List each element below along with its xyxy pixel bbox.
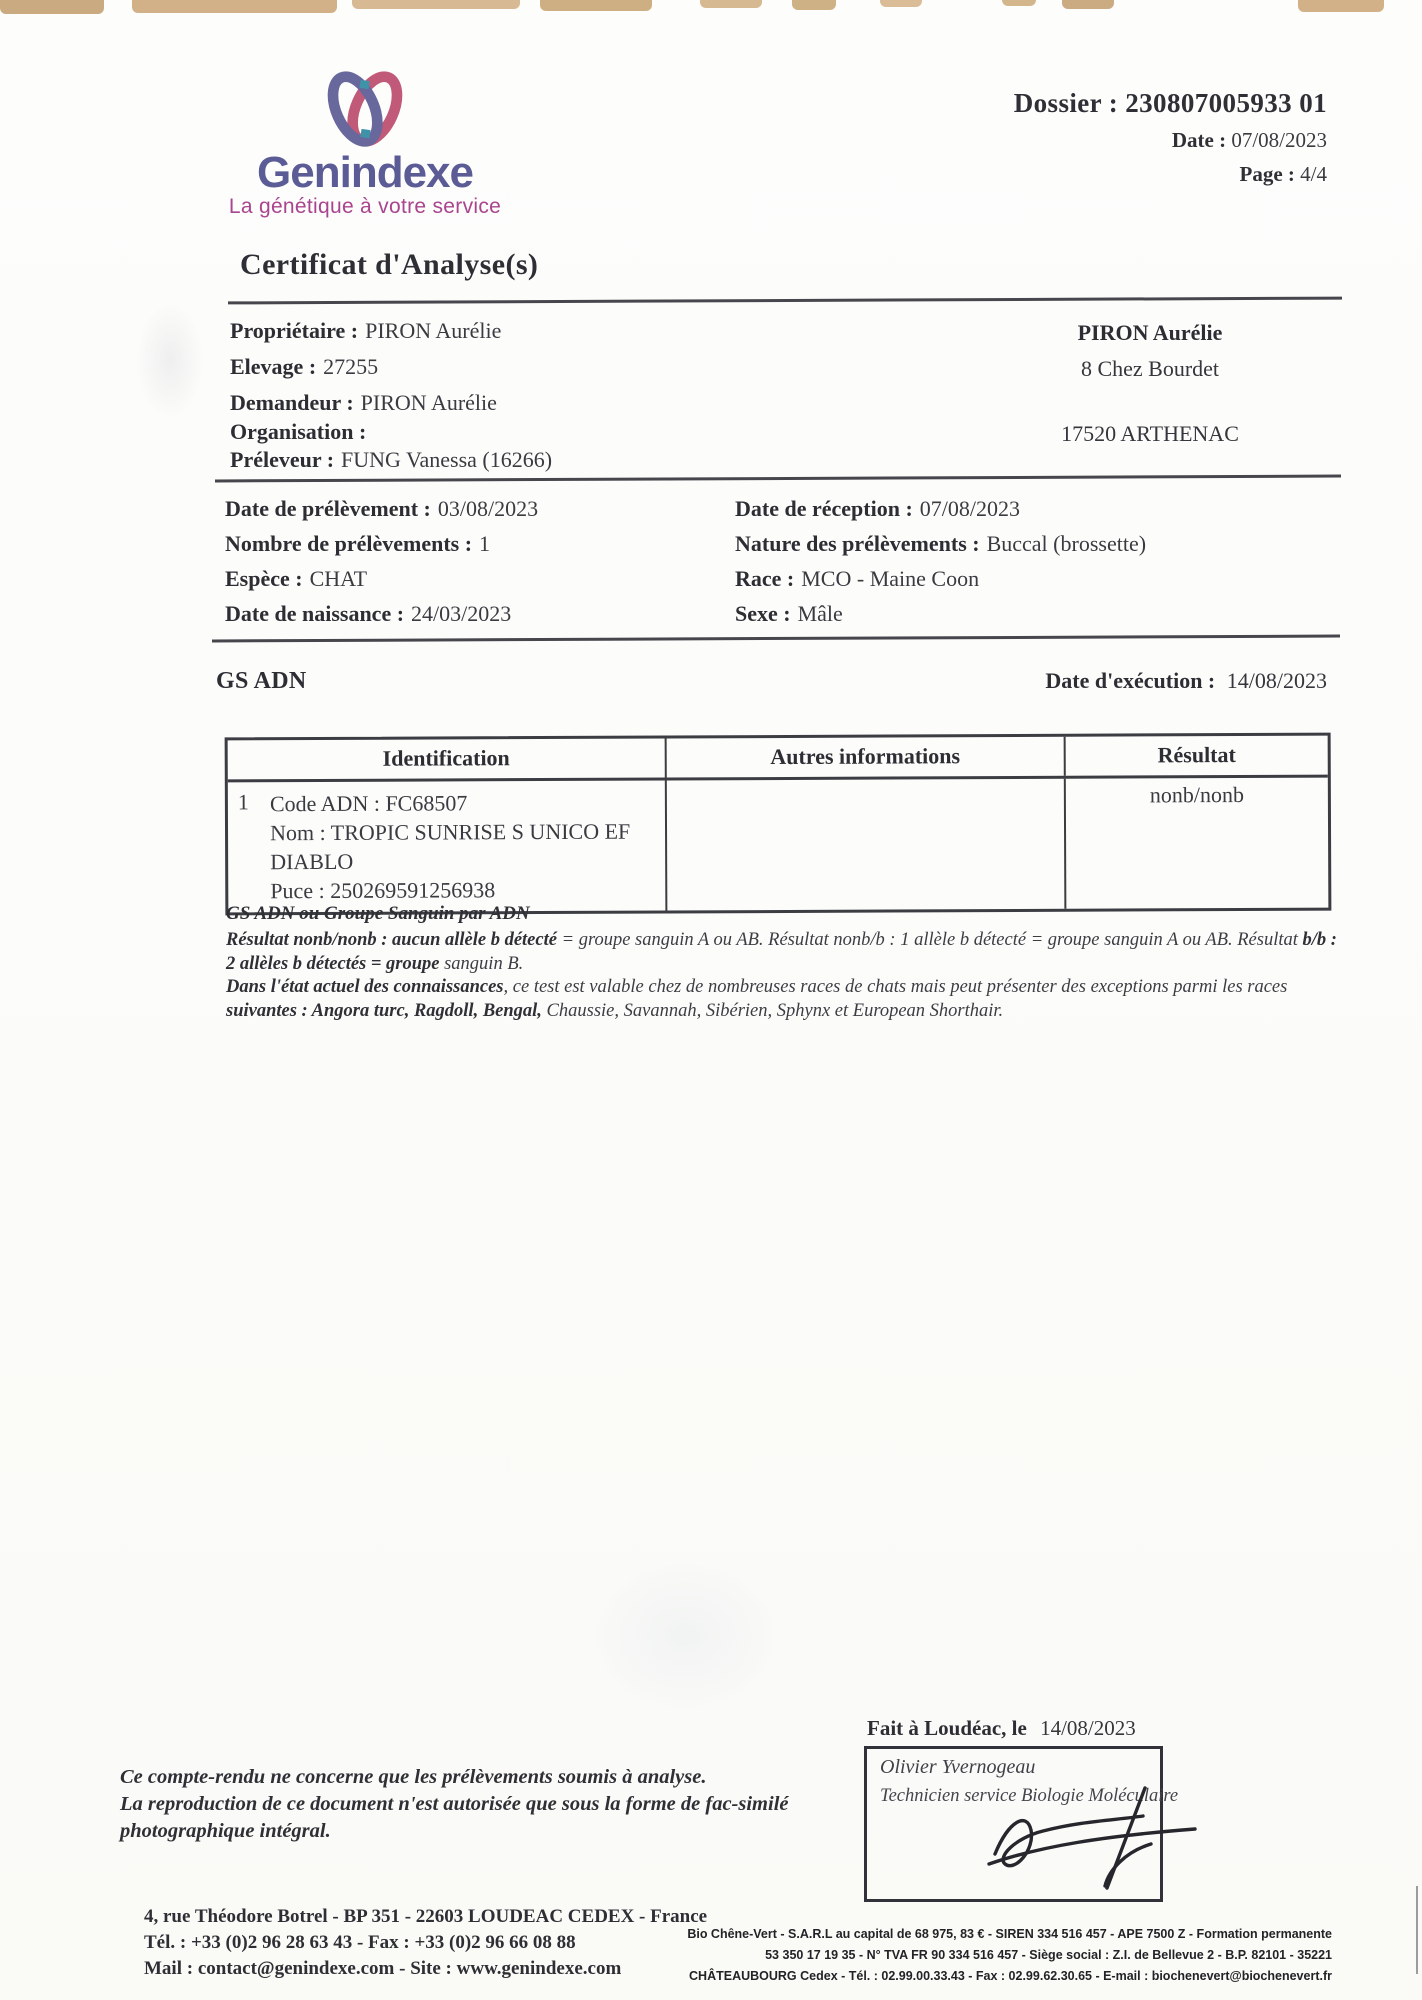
puce-line: Puce : 250269591256938	[270, 877, 496, 904]
scan-smudge	[585, 1555, 785, 1715]
footer-legal-line: CHÂTEAUBOURG Cedex - Tél. : 02.99.00.33.43 - Fax : 02.99.62.30.65 - E-mail : biochenevert@biochenevert.fr	[689, 1968, 1332, 1983]
logo	[322, 64, 408, 154]
disclaimer-line: photographique intégral.	[120, 1820, 331, 1843]
torn-paper-artifact	[880, 0, 922, 7]
dna-logo-icon	[322, 64, 408, 154]
page-label: Page :	[1239, 162, 1295, 186]
made-at-line	[867, 1716, 1136, 1741]
identification-lines	[270, 788, 631, 906]
execution-date-value: 14/08/2023	[1226, 668, 1327, 693]
made-at-label: Fait à Loudéac, le	[867, 1716, 1027, 1740]
owner-row-demandeur	[230, 390, 497, 416]
footer-legal	[560, 1924, 1332, 1986]
footer-address-line: 4, rue Théodore Botrel - BP 351 - 22603 LOUDEAC CEDEX - France	[144, 1906, 708, 1927]
nom-line: Nom : TROPIC SUNRISE S UNICO EF	[269, 818, 631, 846]
torn-paper-artifact	[352, 0, 520, 9]
torn-paper-artifact	[540, 0, 652, 11]
column-header-autres-informations: Autres informations	[667, 737, 1066, 778]
footer-legal-line: 53 350 17 19 35 - N° TVA FR 90 334 516 457 - Siège social : Z.I. de Bellevue 2 - B.P. 82101 - 35221	[765, 1947, 1332, 1962]
torn-paper-artifact	[1298, 0, 1384, 12]
sample-row-reception	[735, 496, 1020, 522]
sample-row-race	[735, 566, 979, 592]
code-adn-line: Code ADN : FC68507	[269, 790, 468, 817]
field-value: CHAT	[309, 566, 368, 591]
dossier-label: Dossier :	[1013, 88, 1119, 118]
row-number: 1	[237, 789, 249, 815]
footnote-paragraph-2: Dans l'état actuel des connaissances, ce test est valable chez de nombreuses races de chats mais peut présenter des exceptions parmi les races suivantes : Angora turc, Ragdoll, Bengal, Chaussie, Savannah, Sibérien, Sphynx et European Shorthair.	[226, 977, 1288, 1021]
dossier-line	[800, 88, 1327, 119]
table-row	[228, 778, 1329, 913]
field-value: 27255	[323, 354, 379, 379]
sample-row-naissance	[225, 601, 511, 627]
resultat-cell: nonb/nonb	[1149, 781, 1244, 808]
scan-smudge	[135, 300, 205, 420]
field-value: 07/08/2023	[919, 496, 1021, 521]
disclaimer-line: Ce compte-rendu ne concerne que les prélèvements soumis à analyse.	[120, 1766, 707, 1788]
recipient-name: PIRON Aurélie	[1077, 320, 1223, 345]
signer-name: Olivier Yvernogeau	[880, 1756, 1036, 1778]
logo-wordmark: Genindexe	[257, 148, 473, 197]
field-label: Sexe :	[735, 601, 791, 626]
column-header-resultat: Résultat	[1157, 742, 1236, 768]
footer-mail-line: Mail : contact@genindexe.com - Site : www.genindexe.com	[144, 1957, 622, 1979]
signer-title: Technicien service Biologie Moléculaire	[880, 1786, 1179, 1806]
field-value: FUNG Vanessa (16266)	[341, 447, 553, 472]
field-value: 1	[479, 531, 491, 556]
footnote-title: GS ADN ou Groupe Sanguin par ADN	[226, 903, 530, 924]
divider	[215, 475, 1341, 483]
page-title: Certificat d'Analyse(s)	[240, 248, 539, 281]
owner-row-preleveur	[230, 447, 552, 473]
header-meta	[800, 88, 1327, 187]
field-label: Organisation :	[230, 419, 367, 444]
page-line	[800, 162, 1327, 187]
date-value: 07/08/2023	[1231, 128, 1327, 152]
field-label: Date de prélèvement :	[225, 496, 431, 521]
logo-tagline: La génétique à votre service	[228, 195, 502, 218]
owner-row-elevage	[230, 354, 378, 380]
date-line	[800, 128, 1327, 153]
divider	[228, 297, 1342, 304]
nom-line-2: DIABLO	[270, 848, 354, 875]
sample-row-nature	[735, 531, 1146, 557]
torn-paper-artifact	[700, 0, 762, 8]
field-value: 03/08/2023	[437, 496, 539, 521]
execution-date-label: Date d'exécution :	[1045, 668, 1216, 693]
field-label: Nombre de prélèvements :	[225, 531, 473, 556]
recipient-street: 8 Chez Bourdet	[1080, 356, 1220, 381]
torn-paper-artifact	[0, 0, 104, 14]
field-label: Préleveur :	[230, 447, 335, 472]
sample-row-prelevement-date	[225, 496, 538, 522]
recipient-address	[990, 322, 1310, 445]
field-value: 24/03/2023	[411, 601, 512, 626]
results-table-header	[228, 736, 1328, 783]
divider	[212, 635, 1340, 643]
section-title-gs-adn: GS ADN	[216, 668, 307, 694]
field-label: Race :	[735, 566, 795, 591]
identification-cell	[228, 780, 668, 912]
execution-date-line	[800, 668, 1327, 694]
sample-row-sexe	[735, 601, 843, 627]
signature-mark-icon	[985, 1782, 1200, 1894]
torn-paper-artifact	[1002, 0, 1036, 6]
field-value: PIRON Aurélie	[365, 318, 502, 343]
column-header-identification: Identification	[228, 738, 667, 779]
field-value: PIRON Aurélie	[360, 390, 497, 415]
field-label: Date de naissance :	[225, 601, 405, 626]
scan-edge-artifact	[1416, 1886, 1418, 1974]
recipient-city: 17520 ARTHENAC	[1061, 421, 1239, 446]
field-value: Buccal (brossette)	[986, 531, 1147, 556]
footer-phone-line: Tél. : +33 (0)2 96 28 63 43 - Fax : +33 (0)2 96 66 08 88	[144, 1931, 576, 1953]
owner-row-proprietaire	[230, 318, 501, 344]
field-value: MCO - Maine Coon	[801, 566, 980, 591]
date-label: Date :	[1171, 128, 1227, 152]
field-label: Date de réception :	[735, 496, 913, 521]
field-label: Nature des prélèvements :	[735, 531, 980, 556]
field-label: Demandeur :	[230, 390, 354, 415]
sample-row-nombre	[225, 531, 490, 557]
sample-row-espece	[225, 566, 367, 592]
footer-legal-line: Bio Chêne-Vert - S.A.R.L au capital de 68 975, 83 € - SIREN 334 516 457 - APE 7500 Z - Formation permanente	[687, 1927, 1332, 1941]
dossier-number: 230807005933 01	[1125, 88, 1327, 118]
autres-informations-cell	[667, 779, 1067, 911]
owner-row-organisation	[230, 419, 373, 445]
torn-paper-artifact	[132, 0, 337, 13]
page-number: 4/4	[1300, 162, 1327, 186]
results-table	[225, 733, 1332, 916]
field-label: Propriétaire :	[230, 318, 359, 343]
torn-paper-artifact	[792, 0, 836, 10]
footnotes	[226, 902, 1348, 1023]
torn-paper-artifact	[1062, 0, 1114, 9]
field-label: Elevage :	[230, 354, 317, 379]
disclaimer	[120, 1764, 788, 1845]
field-label: Espèce :	[225, 566, 303, 591]
footnote-paragraph-1: Résultat nonb/nonb : aucun allèle b détecté = groupe sanguin A ou AB. Résultat nonb/b : 1 allèle b détecté = groupe sanguin A ou AB. Résultat b/b : 2 allèles b détectés = groupe sanguin B.	[226, 930, 1337, 974]
field-value: Mâle	[797, 601, 843, 626]
made-at-date: 14/08/2023	[1040, 1716, 1136, 1740]
disclaimer-line: La reproduction de ce document n'est autorisée que sous la forme de fac-similé	[120, 1793, 789, 1816]
